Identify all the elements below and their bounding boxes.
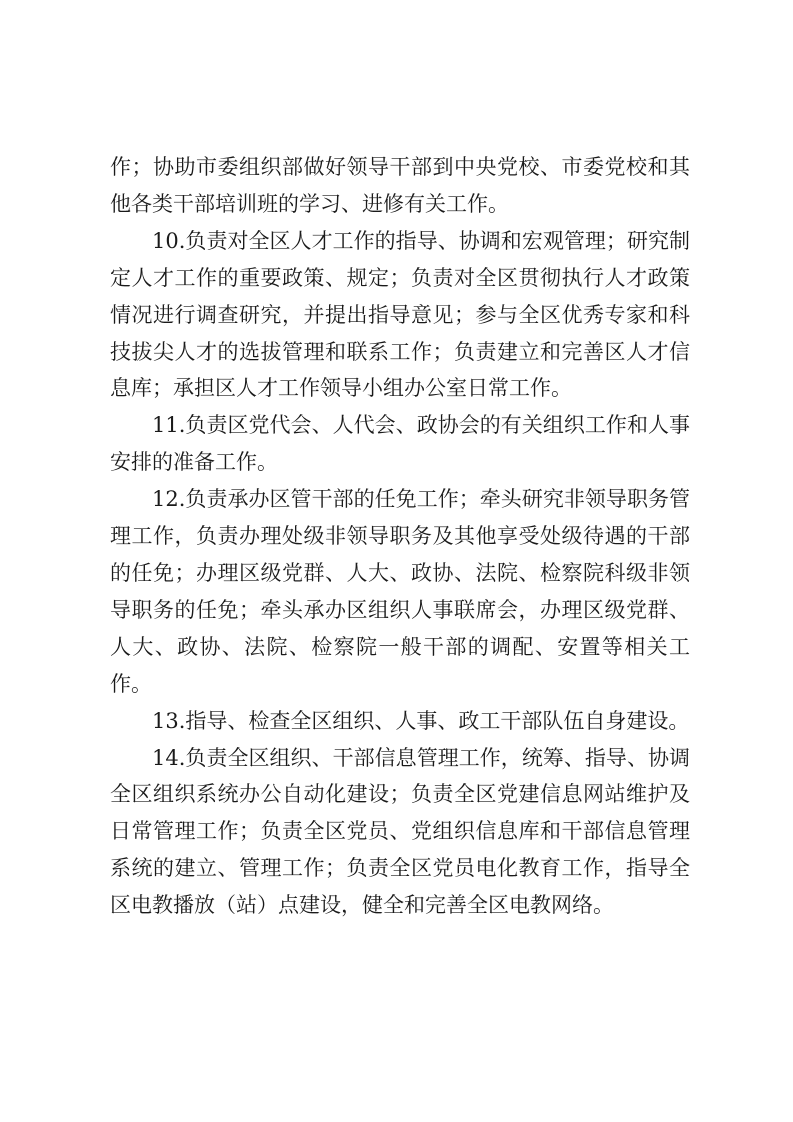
paragraph-item-10: 10.负责对全区人才工作的指导、协调和宏观管理；研究制定人才工作的重要政策、规定；负责对全区贯彻执行人才政策情况进行调查研究，并提出指导意见；参与全区优秀专家和科技拔尖人才的选拔管理和联系工作；负责建立和完善区人才信息库；承担区人才工作领导小组办公室日常工作。 bbox=[110, 228, 690, 401]
paragraph-continuation: 作；协助市委组织部做好领导干部到中央党校、市委党校和其他各类干部培训班的学习、进修有关工作。 bbox=[110, 155, 690, 216]
paragraph-item-14: 14.负责全区组织、干部信息管理工作，统筹、指导、协调全区组织系统办公自动化建设；负责全区党建信息网站维护及日常管理工作；负责全区党员、党组织信息库和干部信息管理系统的建立、管理工作；负责全区党员电化教育工作，指导全区电教播放（站）点建设，健全和完善全区电教网络。 bbox=[110, 745, 690, 918]
paragraph-item-12: 12.负责承办区管干部的任免工作；牵头研究非领导职务管理工作，负责办理处级非领导职务及其他享受处级待遇的干部的任免；办理区级党群、人大、政协、法院、检察院科级非领导职务的任免；牵头承办区组织人事联席会，办理区级党群、人大、政协、法院、检察院一般干部的调配、安置等相关工作。 bbox=[110, 487, 690, 696]
document-page bbox=[110, 149, 690, 924]
paragraph-item-11: 11.负责区党代会、人代会、政协会的有关组织工作和人事安排的准备工作。 bbox=[110, 413, 690, 475]
paragraph-item-13: 13.指导、检查全区组织、人事、政工干部队伍自身建设。 bbox=[152, 708, 690, 733]
